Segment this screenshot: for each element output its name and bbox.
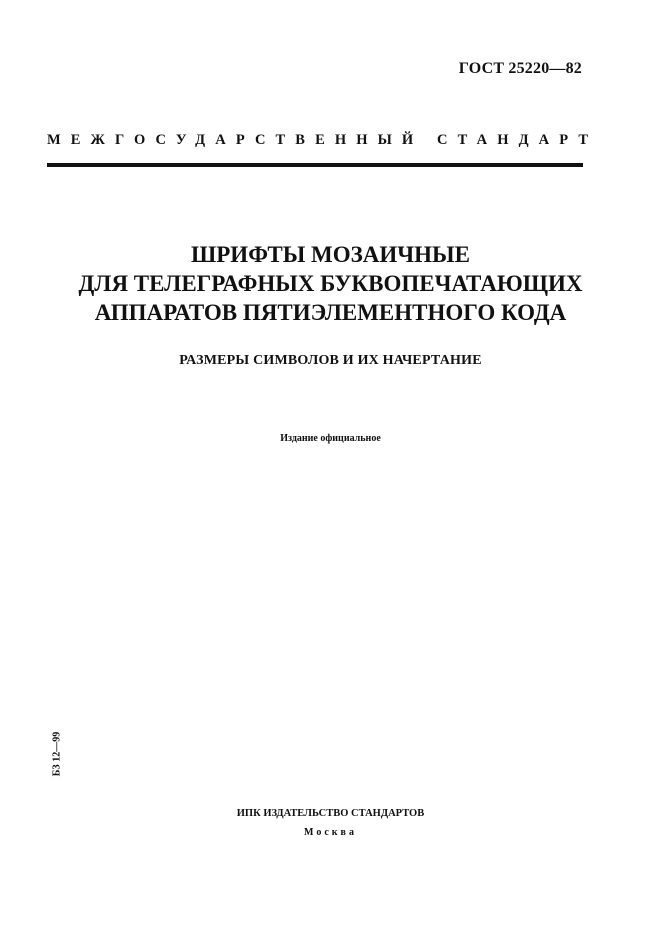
title-line-1: ШРИФТЫ МОЗАИЧНЫЕ bbox=[191, 242, 470, 267]
publisher-name: ИПК ИЗДАТЕЛЬСТВО СТАНДАРТОВ bbox=[236, 808, 425, 819]
gost-number: ГОСТ 25220—82 bbox=[458, 60, 582, 77]
publisher-city: Москва bbox=[304, 827, 357, 838]
side-catalog-code: БЗ 12—99 bbox=[51, 731, 63, 777]
interstate-standard-heading: МЕЖГОСУДАРСТВЕННЫЙ СТАНДАРТ bbox=[47, 132, 599, 148]
document-subtitle: РАЗМЕРЫ СИМВОЛОВ И ИХ НАЧЕРТАНИЕ bbox=[179, 353, 482, 368]
document-title bbox=[0, 240, 661, 327]
title-line-2: ДЛЯ ТЕЛЕГРАФНЫХ БУКВОПЕЧАТАЮЩИХ bbox=[78, 271, 583, 296]
edition-note: Издание официальное bbox=[280, 433, 381, 444]
header-rule bbox=[47, 163, 583, 167]
title-line-3: АППАРАТОВ ПЯТИЭЛЕМЕНТНОГО КОДА bbox=[94, 300, 567, 325]
